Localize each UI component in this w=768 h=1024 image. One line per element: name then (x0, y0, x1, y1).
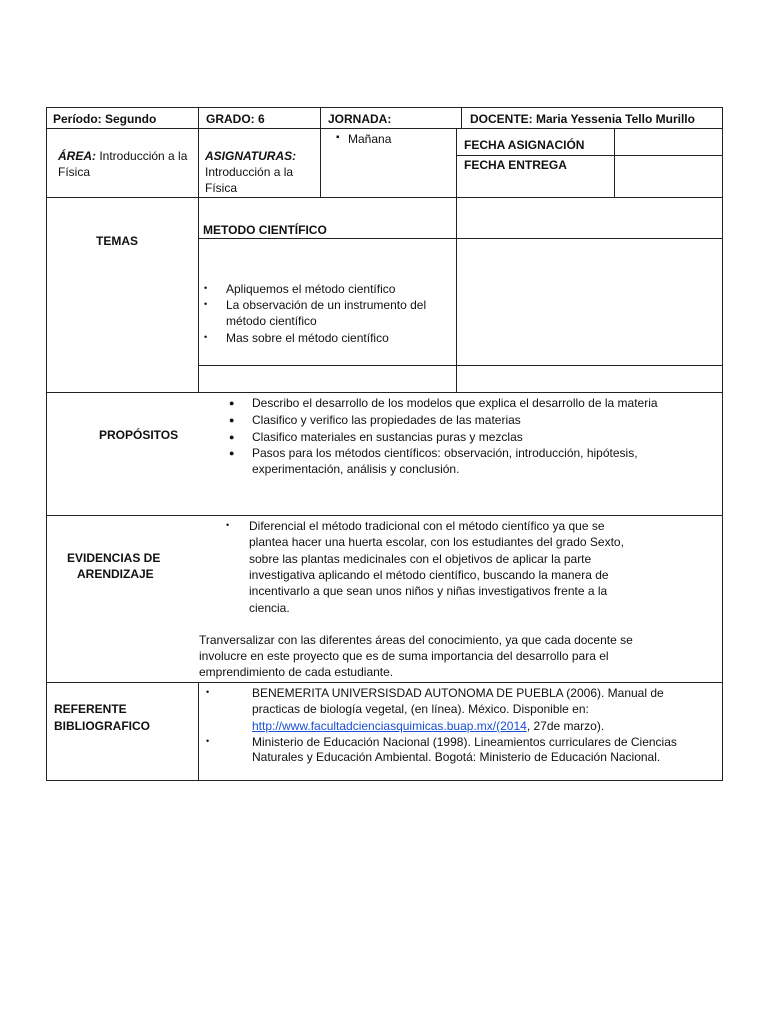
evidencias-para: involucre en este proyecto que es de suma importancia del desarrollo para el (199, 649, 609, 663)
grado-label: GRADO: 6 (206, 112, 265, 126)
jornada-label: JORNADA: (328, 112, 392, 126)
evidencias-label-2: ARENDIZAJE (77, 567, 154, 581)
line-col-456 (456, 128, 457, 393)
asignaturas-value-1: Introducción a la (205, 165, 294, 179)
referente-ref2: Naturales y Educación Ambiental. Bogotá: Ministerio de Educación Nacional. (252, 750, 661, 764)
temas-item: Mas sobre el método científico (226, 331, 389, 345)
fecha-asignacion-value[interactable] (616, 130, 720, 154)
line-col-320 (320, 107, 321, 198)
propositos-item: Describo el desarrollo de los modelos que explica el desarrollo de la materia (252, 396, 658, 410)
evidencias-line: sobre las plantas medicinales con el objetivos de aplicar la parte (249, 552, 592, 566)
bullet-icon: ● (229, 432, 235, 442)
area-value: Introducción a la (99, 149, 188, 163)
referente-ref1-tail: , 27de marzo). (526, 719, 605, 733)
propositos-item: Pasos para los métodos científicos: observación, introducción, hipótesis, (252, 446, 638, 460)
temas-label: TEMAS (96, 234, 138, 248)
evidencias-para: Tranversalizar con las diferentes áreas del conocimiento, ya que cada docente se (199, 633, 633, 647)
line-temas-list-bottom (198, 365, 723, 366)
propositos-label: PROPÓSITOS (99, 428, 179, 442)
line-col-200b (198, 682, 199, 780)
area-value-2: Física (58, 165, 91, 179)
line-col-200 (198, 107, 199, 393)
bullet-icon: ● (229, 415, 235, 425)
propositos-item-cont: experimentación, análisis y conclusión. (252, 462, 460, 476)
referente-label-2: BIBLIOGRAFICO (54, 719, 150, 733)
bullet-icon: • (204, 332, 208, 342)
evidencias-line: plantea hacer una huerta escolar, con los estudiantes del grado Sexto, (249, 535, 624, 549)
area-label: ÁREA: (58, 149, 96, 163)
evidencias-line: Diferencial el método tradicional con el método científico ya que se (249, 519, 605, 533)
line-propositos-bottom (46, 515, 723, 516)
referente-ref2: Ministerio de Educación Nacional (1998). Lineamientos curriculares de Ciencias (252, 735, 677, 749)
jornada-bullet-icon: ▪ (336, 132, 340, 143)
fecha-entrega-value[interactable] (616, 157, 720, 196)
temas-item: Apliquemos el método científico (226, 282, 396, 296)
bullet-icon: • (204, 299, 208, 309)
jornada-value: Mañana (348, 132, 392, 146)
bullet-icon: ● (229, 398, 235, 408)
propositos-item: Clasifico y verifico las propiedades de las materias (252, 413, 521, 427)
asignaturas-label: ASIGNATURAS: (205, 149, 297, 163)
temas-title: METODO CIENTÍFICO (203, 223, 327, 237)
docente-label: DOCENTE: Maria Yessenia Tello Murillo (470, 112, 695, 126)
bullet-icon: • (206, 687, 210, 697)
line-row2-bottom (46, 197, 723, 198)
line-temas-bottom (46, 392, 723, 393)
line-col-615 (614, 128, 615, 198)
referente-ref1: BENEMERITA UNIVERSISDAD AUTONOMA DE PUEBLA (2006). Manual de (252, 686, 664, 700)
evidencias-para: emprendimiento de cada estudiante. (199, 665, 394, 679)
referente-ref1: practicas de biología vegetal, (en línea). México. Disponible en: (252, 702, 589, 716)
bullet-icon: • (206, 736, 210, 746)
line-left (46, 107, 47, 781)
bullet-icon: • (204, 283, 208, 293)
line-right (722, 107, 723, 781)
referente-ref1-line3 (252, 718, 604, 734)
bullet-icon: • (226, 520, 230, 530)
line-top (46, 107, 723, 108)
referente-link[interactable]: http://www.facultadcienciasquimicas.buap.mx/(2014 (252, 719, 527, 733)
periodo-label: Período: Segundo (53, 112, 157, 126)
propositos-item: Clasifico materiales en sustancias puras y mezclas (252, 430, 523, 444)
evidencias-line: ciencia. (249, 601, 290, 615)
temas-item: La observación de un instrumento del (226, 298, 427, 312)
evidencias-line: incentivarlo a que sean unos niños y niñas investigativos frente a la (249, 584, 608, 598)
evidencias-label-1: EVIDENCIAS DE (67, 551, 161, 565)
evidencias-line: investigativa aplicando el método científico, buscando la manera de (249, 568, 609, 582)
line-fecha-mid (456, 155, 723, 156)
asignaturas-value-2: Física (205, 181, 238, 195)
line-temas-title-bottom (198, 238, 723, 239)
temas-item-cont: método científico (226, 314, 317, 328)
area-cell (58, 148, 187, 164)
fecha-asignacion-label: FECHA ASIGNACIÓN (464, 138, 585, 152)
bullet-icon: ● (229, 448, 235, 458)
line-col-460 (461, 107, 462, 129)
fecha-entrega-label: FECHA ENTREGA (464, 158, 567, 172)
referente-label-1: REFERENTE (54, 702, 127, 716)
line-evidencias-bottom (46, 682, 723, 683)
line-header-bottom (46, 128, 723, 129)
line-bottom (46, 780, 723, 781)
